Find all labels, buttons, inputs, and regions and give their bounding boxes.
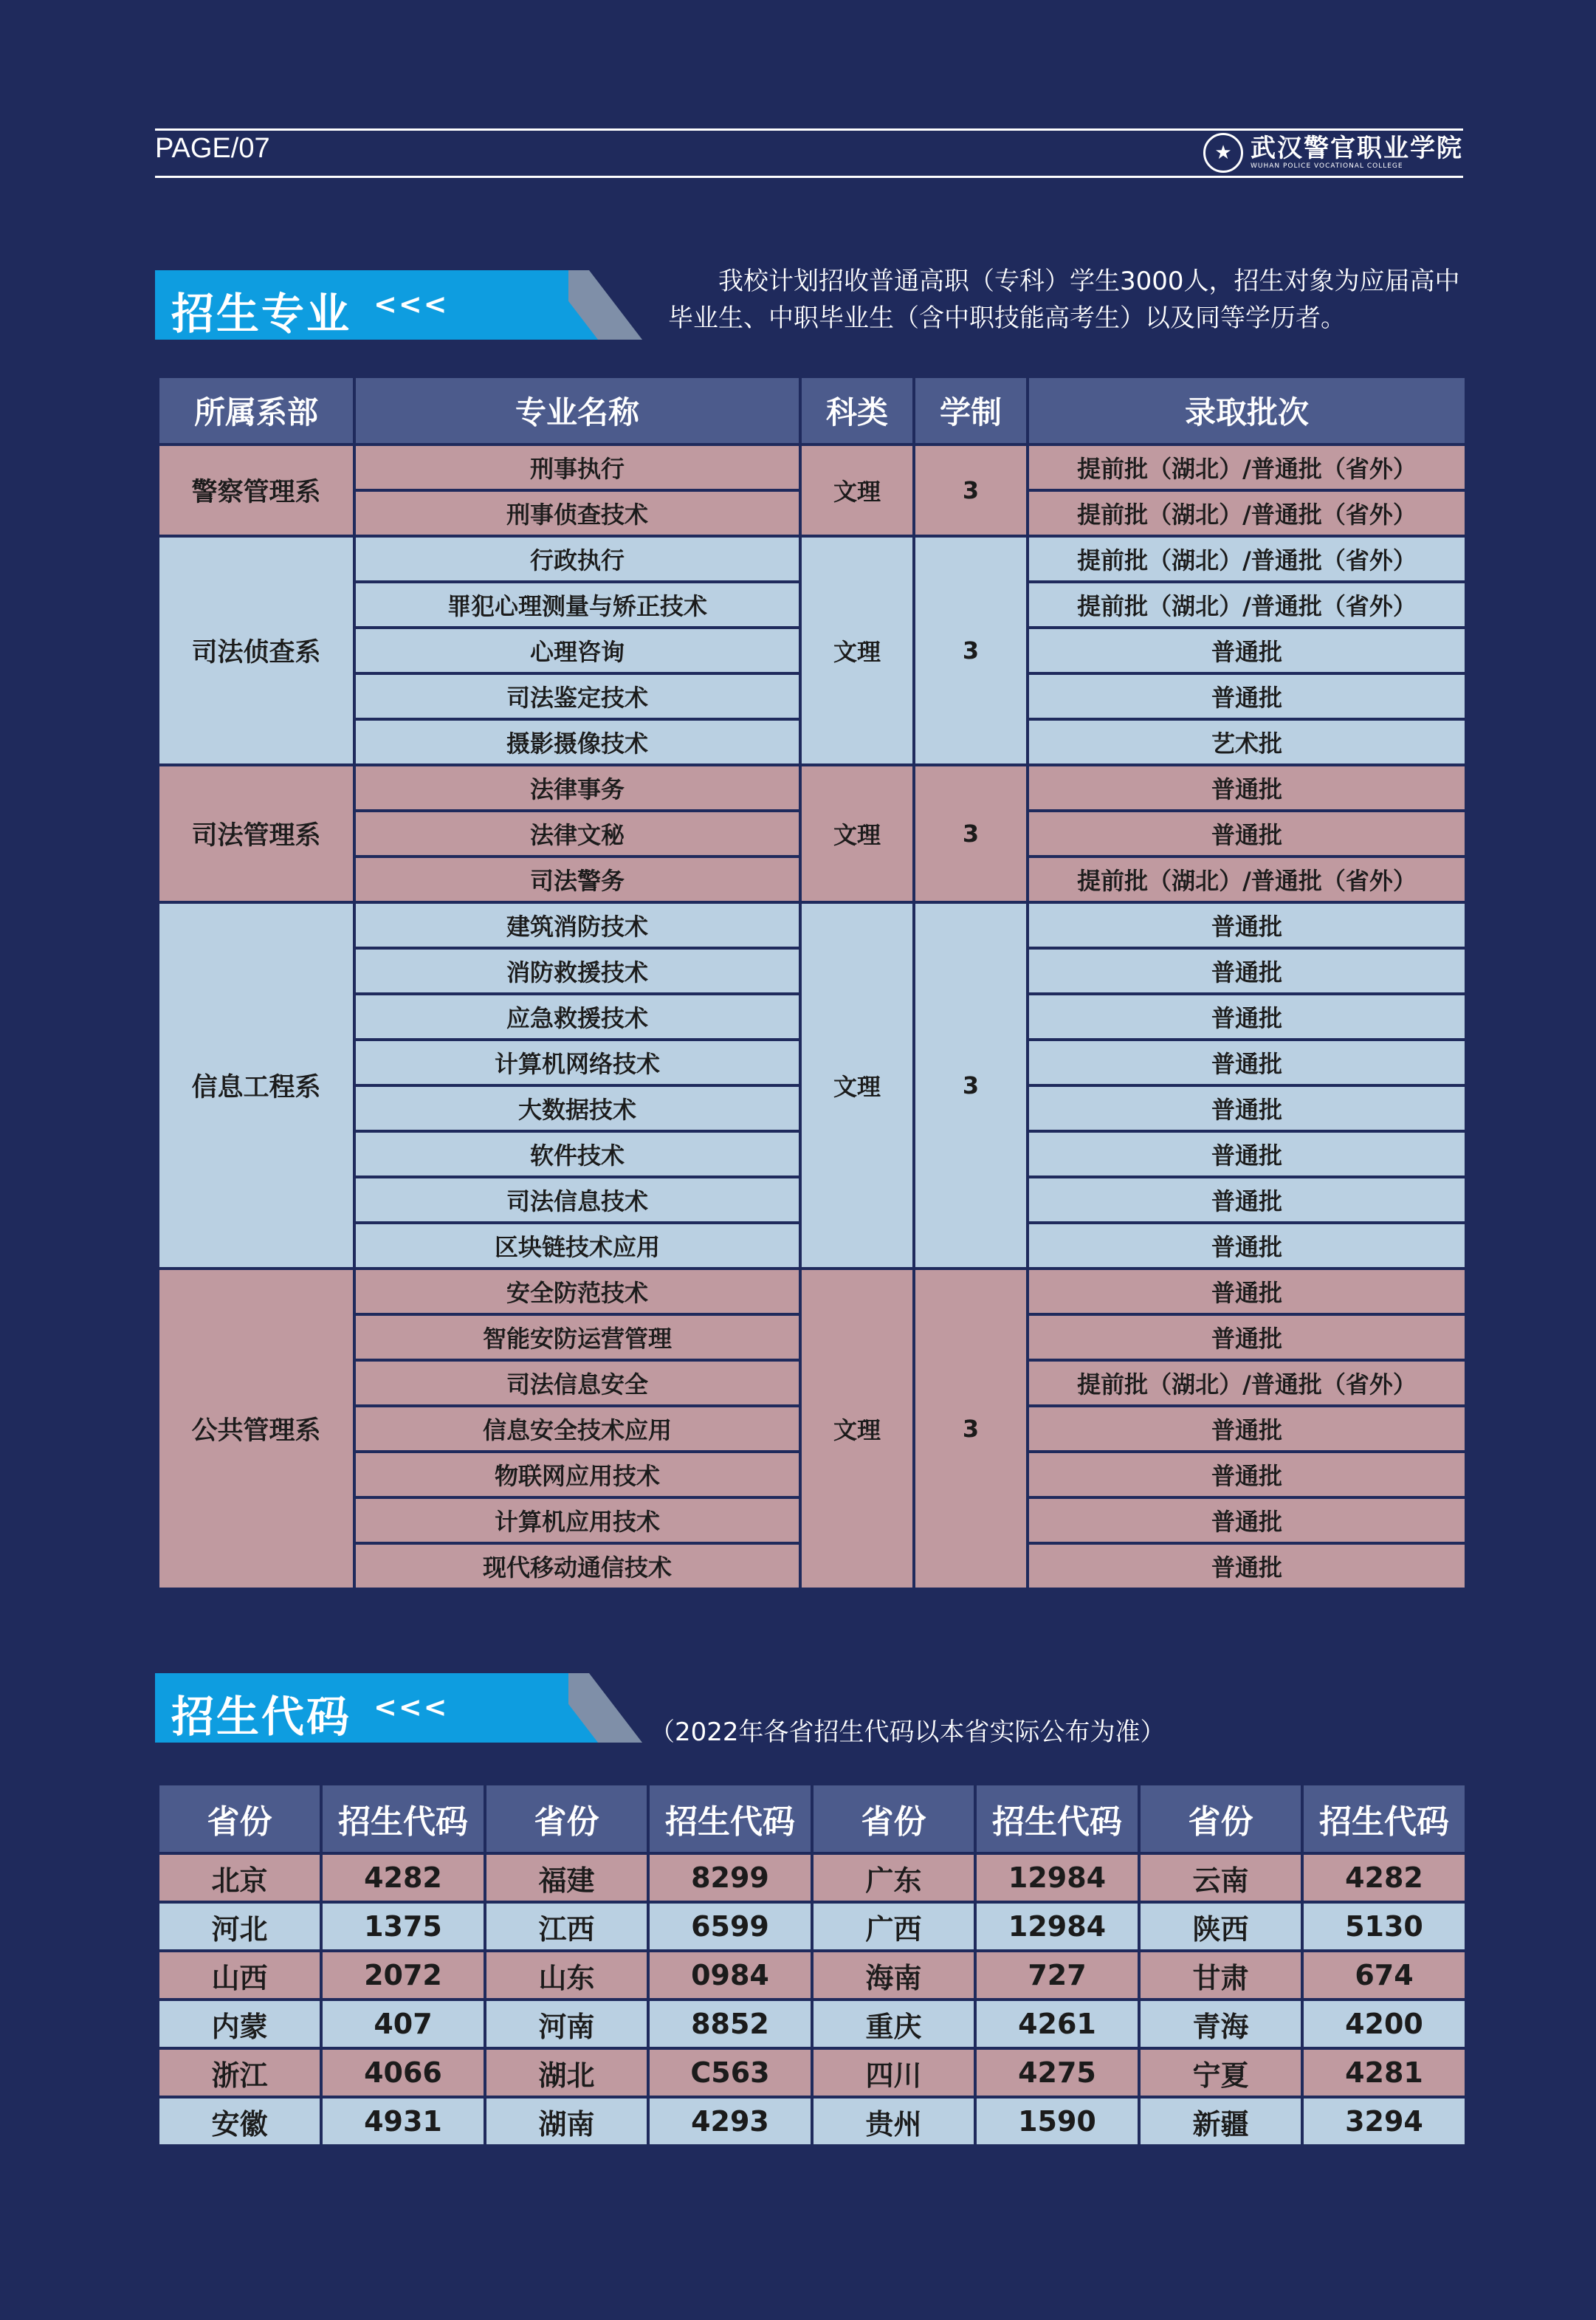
batch-cell: 提前批（湖北）/普通批（省外） [1028, 857, 1466, 902]
major-cell: 刑事执行 [354, 445, 800, 490]
major-cell: 司法信息技术 [354, 1177, 800, 1223]
batch-cell: 普通批 [1028, 628, 1466, 673]
batch-cell: 普通批 [1028, 902, 1466, 948]
province-cell: 宁夏 [1139, 2048, 1302, 2097]
majors-table-header [158, 377, 1466, 445]
major-cell: 行政执行 [354, 536, 800, 582]
table-row [158, 1902, 1466, 1951]
major-cell: 罪犯心理测量与矫正技术 [354, 582, 800, 628]
major-cell: 司法警务 [354, 857, 800, 902]
province-cell: 内蒙 [158, 2000, 321, 2048]
province-cell: 山西 [158, 1951, 321, 2000]
code-cell: 4282 [321, 1853, 485, 1902]
column-header: 招生代码 [321, 1784, 485, 1853]
category-cell: 文理 [800, 445, 914, 536]
code-cell: 3294 [1302, 2097, 1466, 2146]
province-cell: 广东 [812, 1853, 975, 1902]
table-row [158, 765, 1466, 811]
batch-cell: 提前批（湖北）/普通批（省外） [1028, 490, 1466, 536]
page-label: PAGE/07 [155, 133, 270, 164]
code-cell: 2072 [321, 1951, 485, 2000]
major-cell: 消防救援技术 [354, 948, 800, 994]
batch-cell: 普通批 [1028, 811, 1466, 857]
majors-section-title: 招生专业 [171, 289, 352, 339]
codes-note: （2022年各省招生代码以本省实际公布为准） [650, 1717, 1166, 1747]
column-header: 省份 [812, 1784, 975, 1853]
code-cell: 4282 [1302, 1853, 1466, 1902]
codes-table [156, 1782, 1468, 2147]
batch-cell: 普通批 [1028, 1085, 1466, 1131]
table-row [158, 2097, 1466, 2146]
major-cell: 法律文秘 [354, 811, 800, 857]
batch-cell: 提前批（湖北）/普通批（省外） [1028, 536, 1466, 582]
batch-cell: 普通批 [1028, 673, 1466, 719]
table-row [158, 2000, 1466, 2048]
batch-cell: 普通批 [1028, 1543, 1466, 1589]
column-header: 省份 [485, 1784, 648, 1853]
code-cell: 1590 [975, 2097, 1139, 2146]
batch-cell: 普通批 [1028, 1406, 1466, 1452]
province-cell: 新疆 [1139, 2097, 1302, 2146]
category-cell: 文理 [800, 1269, 914, 1589]
code-cell: 4931 [321, 2097, 485, 2146]
major-cell: 智能安防运营管理 [354, 1314, 800, 1360]
code-cell: 4200 [1302, 2000, 1466, 2048]
column-header: 招生代码 [975, 1784, 1139, 1853]
major-cell: 建筑消防技术 [354, 902, 800, 948]
province-cell: 贵州 [812, 2097, 975, 2146]
major-cell: 区块链技术应用 [354, 1223, 800, 1269]
arrows-left-icon: <<< [374, 1691, 449, 1723]
major-cell: 刑事侦查技术 [354, 490, 800, 536]
major-cell: 计算机网络技术 [354, 1040, 800, 1085]
majors-section-banner [155, 270, 642, 340]
code-cell: 674 [1302, 1951, 1466, 2000]
batch-cell: 普通批 [1028, 1177, 1466, 1223]
province-cell: 广西 [812, 1902, 975, 1951]
batch-cell: 提前批（湖北）/普通批（省外） [1028, 445, 1466, 490]
province-cell: 安徽 [158, 2097, 321, 2146]
code-cell: 4275 [975, 2048, 1139, 2097]
code-cell: 6599 [648, 1902, 812, 1951]
province-cell: 湖北 [485, 2048, 648, 2097]
majors-table [156, 375, 1468, 1590]
province-cell: 北京 [158, 1853, 321, 1902]
duration-cell: 3 [914, 765, 1028, 902]
category-cell: 文理 [800, 902, 914, 1269]
province-cell: 浙江 [158, 2048, 321, 2097]
province-cell: 山东 [485, 1951, 648, 2000]
code-cell: 12984 [975, 1902, 1139, 1951]
major-cell: 计算机应用技术 [354, 1497, 800, 1543]
batch-cell: 普通批 [1028, 1314, 1466, 1360]
code-cell: 4293 [648, 2097, 812, 2146]
college-name: 武汉警官职业学院 [1251, 134, 1463, 163]
batch-cell: 普通批 [1028, 1497, 1466, 1543]
major-cell: 心理咨询 [354, 628, 800, 673]
batch-cell: 普通批 [1028, 765, 1466, 811]
province-cell: 陕西 [1139, 1902, 1302, 1951]
table-row [158, 1951, 1466, 2000]
major-cell: 安全防范技术 [354, 1269, 800, 1314]
table-row [158, 1853, 1466, 1902]
major-cell: 软件技术 [354, 1131, 800, 1177]
category-cell: 文理 [800, 536, 914, 765]
code-cell: 8852 [648, 2000, 812, 2048]
header-top-rule [155, 128, 1463, 131]
major-cell: 大数据技术 [354, 1085, 800, 1131]
table-row [158, 1269, 1466, 1314]
code-cell: 4281 [1302, 2048, 1466, 2097]
code-cell: 1375 [321, 1902, 485, 1951]
column-header: 招生代码 [648, 1784, 812, 1853]
header-bottom-rule [155, 176, 1463, 178]
college-logo [1203, 133, 1463, 173]
batch-cell: 普通批 [1028, 1452, 1466, 1497]
province-cell: 青海 [1139, 2000, 1302, 2048]
major-cell: 现代移动通信技术 [354, 1543, 800, 1589]
department-cell: 信息工程系 [158, 902, 354, 1269]
column-header: 科类 [800, 377, 914, 445]
code-cell: 407 [321, 2000, 485, 2048]
column-header: 招生代码 [1302, 1784, 1466, 1853]
province-cell: 甘肃 [1139, 1951, 1302, 2000]
province-cell: 湖南 [485, 2097, 648, 2146]
duration-cell: 3 [914, 536, 1028, 765]
batch-cell: 普通批 [1028, 1040, 1466, 1085]
column-header: 录取批次 [1028, 377, 1466, 445]
department-cell: 司法管理系 [158, 765, 354, 902]
duration-cell: 3 [914, 902, 1028, 1269]
batch-cell: 艺术批 [1028, 719, 1466, 765]
batch-cell: 普通批 [1028, 1131, 1466, 1177]
batch-cell: 提前批（湖北）/普通批（省外） [1028, 1360, 1466, 1406]
category-cell: 文理 [800, 765, 914, 902]
code-cell: 8299 [648, 1853, 812, 1902]
batch-cell: 普通批 [1028, 1223, 1466, 1269]
table-row [158, 2048, 1466, 2097]
department-cell: 公共管理系 [158, 1269, 354, 1589]
province-cell: 海南 [812, 1951, 975, 2000]
province-cell: 江西 [485, 1902, 648, 1951]
province-cell: 云南 [1139, 1853, 1302, 1902]
column-header: 省份 [1139, 1784, 1302, 1853]
codes-table-header [158, 1784, 1466, 1853]
codes-section-banner [155, 1673, 642, 1743]
code-cell: 5130 [1302, 1902, 1466, 1951]
column-header: 所属系部 [158, 377, 354, 445]
code-cell: 727 [975, 1951, 1139, 2000]
batch-cell: 普通批 [1028, 994, 1466, 1040]
column-header: 专业名称 [354, 377, 800, 445]
department-cell: 警察管理系 [158, 445, 354, 536]
batch-cell: 提前批（湖北）/普通批（省外） [1028, 582, 1466, 628]
code-cell: C563 [648, 2048, 812, 2097]
province-cell: 河北 [158, 1902, 321, 1951]
police-emblem-icon: ★ [1203, 133, 1243, 173]
code-cell: 4066 [321, 2048, 485, 2097]
batch-cell: 普通批 [1028, 948, 1466, 994]
code-cell: 0984 [648, 1951, 812, 2000]
code-cell: 12984 [975, 1853, 1139, 1902]
major-cell: 物联网应用技术 [354, 1452, 800, 1497]
arrows-left-icon: <<< [374, 288, 449, 320]
column-header: 学制 [914, 377, 1028, 445]
major-cell: 应急救援技术 [354, 994, 800, 1040]
column-header: 省份 [158, 1784, 321, 1853]
major-cell: 摄影摄像技术 [354, 719, 800, 765]
duration-cell: 3 [914, 1269, 1028, 1589]
major-cell: 法律事务 [354, 765, 800, 811]
major-cell: 司法鉴定技术 [354, 673, 800, 719]
enrollment-intro: 我校计划招收普通高职（专科）学生3000人，招生对象为应届高中毕业生、中职毕业生（含中职技能高考生）以及同等学历者。 [668, 267, 1460, 333]
province-cell: 四川 [812, 2048, 975, 2097]
duration-cell: 3 [914, 445, 1028, 536]
table-row [158, 445, 1466, 490]
table-row [158, 902, 1466, 948]
department-cell: 司法侦查系 [158, 536, 354, 765]
table-row [158, 536, 1466, 582]
major-cell: 司法信息安全 [354, 1360, 800, 1406]
code-cell: 4261 [975, 2000, 1139, 2048]
province-cell: 河南 [485, 2000, 648, 2048]
province-cell: 福建 [485, 1853, 648, 1902]
batch-cell: 普通批 [1028, 1269, 1466, 1314]
codes-section-title: 招生代码 [171, 1692, 352, 1742]
province-cell: 重庆 [812, 2000, 975, 2048]
major-cell: 信息安全技术应用 [354, 1406, 800, 1452]
college-name-en: WUHAN POLICE VOCATIONAL COLLEGE [1251, 162, 1403, 170]
